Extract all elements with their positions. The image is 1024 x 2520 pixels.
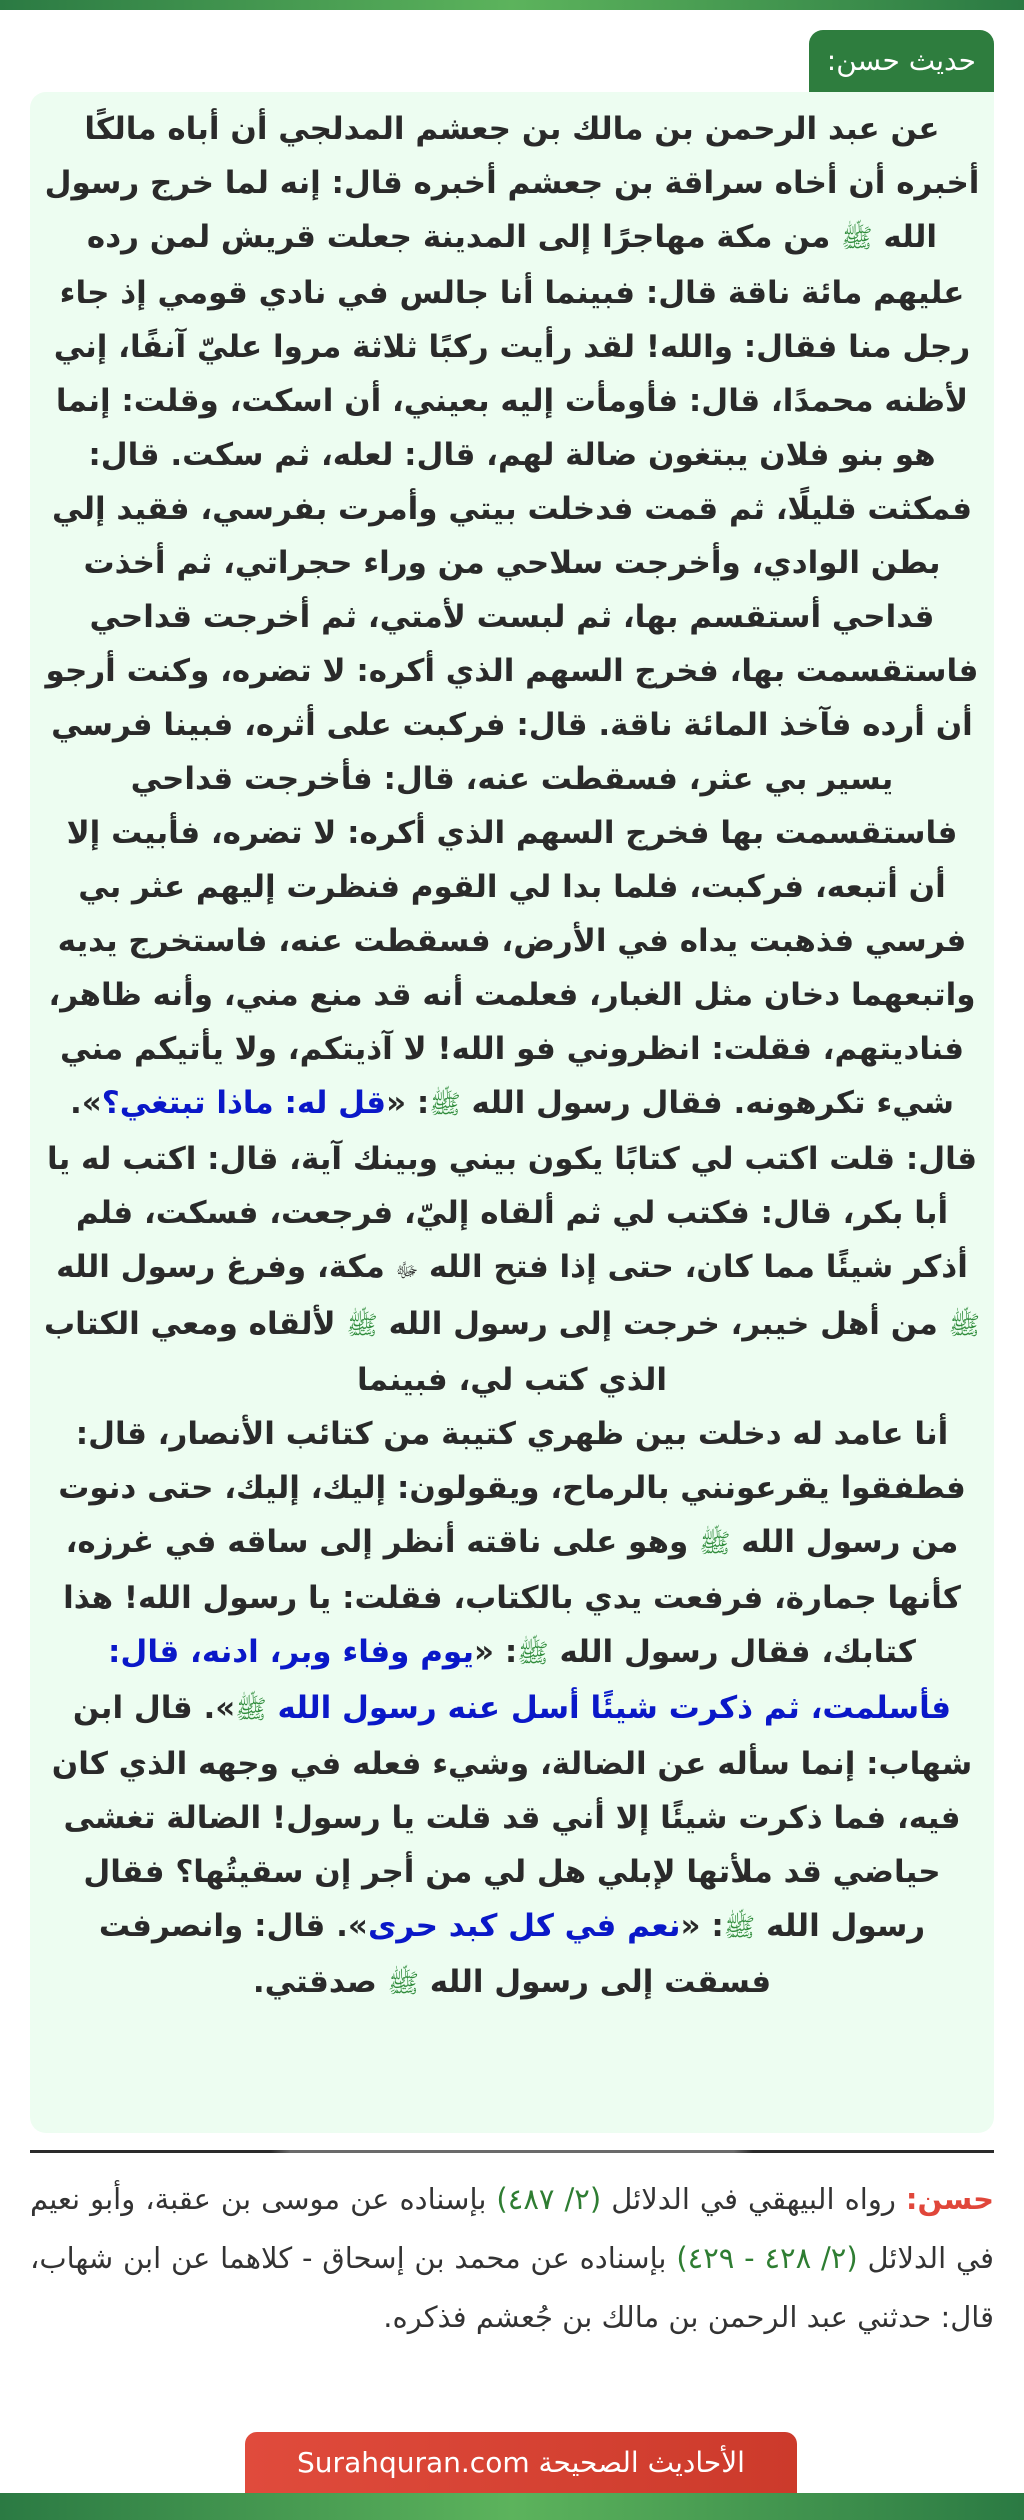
hadith-body xyxy=(44,102,980,2011)
top-accent-bar xyxy=(0,0,1024,10)
narration-text: : « xyxy=(474,1634,518,1670)
salutation-icon: ﷺ xyxy=(723,1913,756,1943)
salutation-icon: ﷺ xyxy=(235,1695,267,1725)
salutation-icon: ﷺ xyxy=(841,224,873,254)
narration-text: مكة، وفرغ رسول الله xyxy=(56,1249,396,1285)
section-divider xyxy=(30,2150,994,2153)
narration-text: أنا عامد له دخلت بين ظهري كتيبة من كتائب الأنصار، قال: فطفقوا يقرعونني بالرماح، ويقولون: إليك، إليك، حتى دنوت من رسول الله xyxy=(58,1416,966,1560)
narration-text: عن عبد الرحمن بن مالك بن جعشم المدلجي أن أباه مالكًا أخبره أن أخاه سراقة بن جعشم أخبره قال: إنه لما خرج رسول الله xyxy=(44,111,980,255)
source-citation xyxy=(30,2170,994,2347)
salutation-icon: ﷺ xyxy=(948,1311,980,1341)
narration-text: صدقتي. xyxy=(252,1964,388,2000)
salutation-icon: ﷺ xyxy=(699,1529,731,1559)
hadith-paragraph-1 xyxy=(44,102,980,1407)
salutation-icon: ﷺ xyxy=(517,1639,549,1669)
hadith-text-box xyxy=(30,92,994,2133)
prophetic-quote: نعم في كل كبد حرى xyxy=(367,1908,681,1944)
azza-wa-jal-icon: ﷻ xyxy=(395,1258,419,1282)
narration-text: ». قال ابن شهاب: إنما سأله عن الضالة، وشيء فعله في وجهه الذي كان فيه، فما ذكرت شيئًا إلا أني قد قلت يا رسول! الضالة تغشى حياضي قد ملأتها لإبلي هل لي من أجر إن سقيتُها؟ فقال رسول الله xyxy=(51,1690,973,1944)
prophetic-quote: يوم وفاء وبر، ادنه، قال: فأسلمت، ثم ذكرت شيئًا أسل عنه رسول الله xyxy=(108,1634,952,1726)
site-link-button[interactable] xyxy=(245,2432,797,2493)
salutation-icon: ﷺ xyxy=(387,1969,419,1999)
narration-text: من أهل خيبر، خرجت إلى رسول الله xyxy=(377,1306,949,1342)
narration-text: ». قال: قلت اكتب لي كتابًا يكون بيني وبينك آية، قال: اكتب له يا أبا بكر، قال: فكتب لي ثم ألقاه إليّ، فرجعت، فسكت، فلم أذكر شيئًا مما كان، حتى إذا فتح الله xyxy=(46,1085,978,1285)
narration-text: ». قال: وانصرفت فسقت إلى رسول الله xyxy=(98,1908,772,2000)
hadith-grade-badge xyxy=(809,30,994,92)
badge-label: حديث حسن: xyxy=(826,44,976,77)
citation-text-2: بإسناده عن موسى بن عقبة، وأبو نعيم في الدلائل xyxy=(30,2182,994,2275)
narration-text: وهو على ناقته أنظر إلى ساقه في غرزه، كأنها جمارة، فرفعت يدي بالكتاب، فقلت: يا رسول الله! هذا كتابك، فقال رسول الله xyxy=(63,1524,961,1670)
prophetic-quote: قل له: ماذا تبتغي؟ xyxy=(101,1085,387,1121)
narration-text: : « xyxy=(680,1908,724,1944)
citation-text-1: رواه البيهقي في الدلائل xyxy=(601,2182,906,2216)
salutation-icon: ﷺ xyxy=(429,1090,461,1120)
salutation-icon: ﷺ xyxy=(346,1311,378,1341)
grade-label: حسن: xyxy=(905,2182,994,2216)
hadith-paragraph-2 xyxy=(44,1407,980,2011)
bottom-accent-bar xyxy=(0,2493,1024,2520)
narration-text: : « xyxy=(386,1085,430,1121)
citation-reference-1: (٢/ ٤٨٧) xyxy=(496,2182,602,2216)
citation-reference-2: (٢/ ٤٢٨ - ٤٢٩) xyxy=(676,2241,858,2275)
narration-text: من مكة مهاجرًا إلى المدينة جعلت قريش لمن رده عليهم مائة ناقة قال: فبينما أنا جالس في نادي قومي إذ جاء رجل منا فقال: والله! لقد رأيت ركبًا ثلاثة مروا عليّ آنفًا، إني لأظنه محمدًا، قال: فأومأت إليه بعيني، أن اسكت، وقلت: إنما هو بنو فلان يبتغون ضالة لهم، قال: لعله، ثم سكت. قال: فمكثت قليلًا، ثم قمت فدخلت بيتي وأمرت بفرسي، فقيد إلي بطن الوادي، وأخرجت سلاحي من وراء حجراتي، ثم أخذت قداحي أستقسم بها، ثم لبست لأمتي، ثم أخرجت قداحي فاستقسمت بها، فخرج السهم الذي أكره: لا تضره، وكنت أرجو أن أرده فآخذ المائة ناقة. قال: فركبت على أثره، فبينا فرسي يسير بي عثر، فسقطت عنه، قال: فأخرجت قداحي فاستقسمت بها فخرج السهم الذي أكره: لا تضره، فأبيت إلا أن أتبعه، فركبت، فلما بدا لي القوم فنظرت إليهم عثر بي فرسي فذهبت يداه في الأرض، فسقطت عنه، فاستخرج يديه واتبعهما دخان مثل الغبار، فعلمت أنه قد منع مني، وأنه ظاهر، فناديتهم، فقلت: انظروني فو الله! لا آذيتكم، ولا يأتيكم مني شيء تكرهونه. فقال رسول الله xyxy=(45,219,979,1121)
citation-text-3: بإسناده عن محمد بن إسحاق - كلاهما عن ابن شهاب، قال: حدثني عبد الرحمن بن مالك بن جُعشم فذكره. xyxy=(30,2241,994,2334)
narration-text: لألقاه ومعي الكتاب الذي كتب لي، فبينما xyxy=(44,1306,667,1398)
site-link-label: الأحاديث الصحيحة Surahquran.com xyxy=(297,2446,745,2479)
